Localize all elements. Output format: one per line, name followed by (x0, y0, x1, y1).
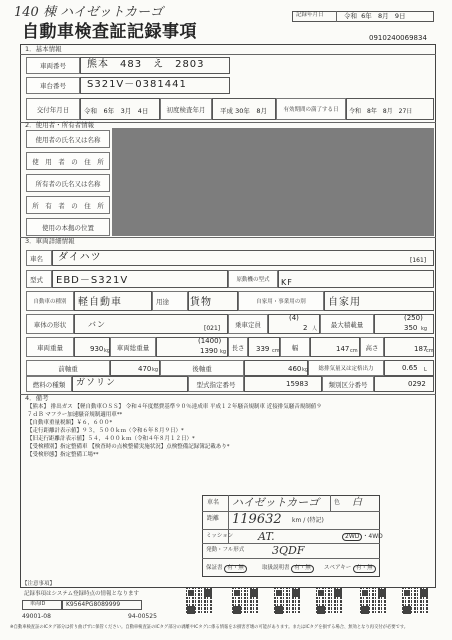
fuel-value: ガソリン (76, 378, 117, 388)
weight-label: 車両重量 (26, 337, 74, 357)
card-name-value: ハイゼットカーゴ (232, 496, 320, 509)
remark-line: 【熊本】 排出ガス 【軽自動車ＯＳＳ】 令和４年度燃費基準９０％達成車 平成１２年騒音規制車 近接排気騒音規制値９ (27, 404, 322, 410)
notes-title: 【注意事項】 (22, 581, 56, 587)
card-name-label: 車名 (207, 499, 220, 506)
user-address-label: 使 用 者 の 住 所 (26, 152, 110, 170)
card-engine-label: 発動・フル形式 (206, 547, 245, 553)
card-color-label: 色 (334, 499, 341, 506)
model-value: EBD－S321V (56, 275, 129, 286)
fuel-label: 燃料の種類 (26, 376, 72, 392)
maker-code: [161] (410, 257, 427, 264)
kind-label: 自動車の種別 (26, 291, 74, 311)
section-basic: 1．基本情報 (25, 45, 62, 53)
reg-value: 熊本 483 え 2803 (87, 59, 205, 70)
width-label: 幅 (280, 337, 310, 357)
height-unit: cm (426, 348, 434, 354)
qr-code (232, 588, 258, 614)
qr-code (316, 588, 342, 614)
base-location-label: 使用の本拠の位置 (26, 218, 110, 236)
remark-line: 【受検種別】指定整備車 【検査時の点検整備実施状況】点検整備記録簿記載あり* (27, 444, 230, 450)
card-manual: 取扱説明書 有・無 (262, 565, 314, 573)
front-axle-value: 470 (138, 365, 152, 373)
issue-label: 交付年月日 (26, 98, 80, 120)
section-remarks: 4．備考 (25, 394, 49, 402)
form-number-right: 94-00525 (128, 613, 157, 620)
max-load-value: (250) (404, 314, 423, 322)
max-load-value2: 350 (404, 324, 418, 332)
footer-note: ※自動車検査証のICタグ部分は折り曲げずに保管ください。自動車検査証のICタグ部分の剥離やICタグに係る情報をお損害ぎ壊の可能があります。またはICタグを損ずる場合、無効となり再交付が必要です。 (10, 625, 409, 630)
capacity-value2: 2 (303, 324, 308, 332)
body-value: バン (88, 320, 106, 329)
qr-code (274, 588, 300, 614)
handwritten-note: 140 棟 ハイゼットカーゴ (14, 5, 164, 20)
biz-label: 自家用・事業用の別 (238, 291, 324, 311)
document-title: 自動車検査証記録事項 (22, 22, 197, 42)
car-id-value: K9564PG8089999 (66, 601, 121, 608)
card-distance-unit: km / (特記) (292, 517, 324, 524)
user-name-label: 使用者の氏名又は名称 (26, 130, 110, 148)
card-distance-label: 距離 (207, 515, 220, 522)
first-reg-value: 平成 30年 8月 (220, 107, 267, 115)
remark-line: ７ｄＢ マフラー加速騒音規制適用車** (27, 412, 123, 418)
capacity-label: 乗車定員 (228, 314, 268, 334)
expiry-value: 令和 8年 8月 27日 (349, 108, 413, 115)
rear-axle-unit: kg (302, 367, 309, 373)
remark-line: 【受検形態】指定整備工場** (27, 452, 99, 458)
model-label: 型式 (26, 270, 52, 288)
weight-unit: kg (104, 348, 111, 354)
max-load-unit: kg (421, 326, 428, 332)
front-axle-label: 前軸重 (26, 360, 110, 376)
biz-value: 自家用 (328, 297, 361, 308)
notes-text: 記録事項はシステム登録時点の情報となります (24, 591, 139, 597)
serial-number: 0910240069834 (369, 34, 427, 42)
card-spare-key: スペアキー 有・無 (324, 565, 376, 573)
max-load-label: 最大積載量 (320, 314, 374, 334)
remark-line: 【旧走行距離計表示値】５４，４００ｋｍ（令和４年８月１２日）* (27, 436, 195, 442)
qr-code (186, 588, 212, 614)
qr-code (360, 588, 386, 614)
card-distance-value: 119632 (232, 512, 282, 527)
record-date: 令和 6年 8月 9日 (344, 12, 406, 20)
qr-code (402, 588, 428, 614)
length-unit: cm (272, 348, 280, 354)
length-value: 339 (256, 345, 270, 353)
designation-label: 型式指定番号 (188, 376, 244, 392)
maker-value: ダイハツ (58, 252, 102, 263)
card-color-value: 白 (352, 497, 362, 508)
capacity-value: (4) (289, 314, 299, 322)
rear-axle-value: 460 (288, 365, 302, 373)
displacement-value: 0.65 (402, 364, 418, 372)
maker-label: 車名 (26, 250, 52, 266)
rear-axle-label: 後軸重 (160, 360, 244, 376)
section-vehicle: 3．車両詳細情報 (25, 237, 75, 245)
remark-line: 【自動車重量税額】￥６，６００* (27, 420, 113, 426)
body-code: [021] (204, 325, 221, 332)
engine-value: KF (281, 278, 293, 287)
chassis-value: S321V－0381441 (87, 79, 187, 90)
car-id-label: 車両ID (30, 601, 46, 607)
form-number-left: 49001-08 (22, 613, 51, 620)
card-mission-label: ミッション (206, 533, 234, 539)
remark-line: 【走行距離計表示値】９３，５００ｋｍ（令和６年８月９日）* (27, 428, 184, 434)
body-label: 車体の形状 (26, 314, 74, 334)
height-value: 187 (414, 345, 428, 353)
reg-label: 車両番号 (26, 57, 80, 74)
height-label: 高さ (360, 337, 384, 357)
redacted-block (112, 128, 434, 236)
designation-value: 15983 (286, 380, 309, 388)
weight-value: 930 (90, 345, 104, 353)
gross-weight-unit: kg (220, 349, 227, 355)
width-value: 147 (336, 345, 350, 353)
category-value: 0292 (408, 380, 426, 388)
first-reg-label: 初度検査年月 (160, 98, 212, 120)
record-date-label: 記録年月日 (296, 12, 324, 18)
capacity-unit: 人 (312, 326, 318, 332)
gross-weight-value2: 1390 (200, 347, 218, 355)
displacement-label: 総排気量又は定格出力 (308, 360, 384, 376)
issue-value: 令和 6年 3月 4日 (84, 107, 149, 115)
card-engine-value: 3QDF (272, 544, 305, 557)
length-label: 長さ (228, 337, 248, 357)
kind-value: 軽自動車 (78, 297, 122, 308)
gross-weight-value: (1400) (198, 337, 222, 345)
width-unit: cm (350, 348, 358, 354)
card-warranty: 保証書 有・無 (206, 565, 247, 573)
owner-name-label: 所有者の氏名又は名称 (26, 174, 110, 192)
card-mission-value: AT. (258, 530, 275, 543)
expiry-label: 有効期間の満了する日 (276, 98, 346, 120)
owner-address-label: 所 有 者 の 住 所 (26, 196, 110, 214)
chassis-label: 車台番号 (26, 77, 80, 94)
front-axle-unit: kg (152, 367, 159, 373)
engine-label: 原動機の型式 (228, 270, 278, 288)
use-value: 貨物 (190, 297, 212, 308)
gross-weight-label: 車両総重量 (110, 337, 156, 357)
displacement-unit: L (424, 367, 427, 373)
card-drive: 2WD ・4WD (342, 533, 383, 541)
use-label: 用途 (152, 291, 188, 311)
section-owner: 2．使用者・所有者情報 (25, 121, 95, 129)
category-label: 類別区分番号 (322, 376, 374, 392)
